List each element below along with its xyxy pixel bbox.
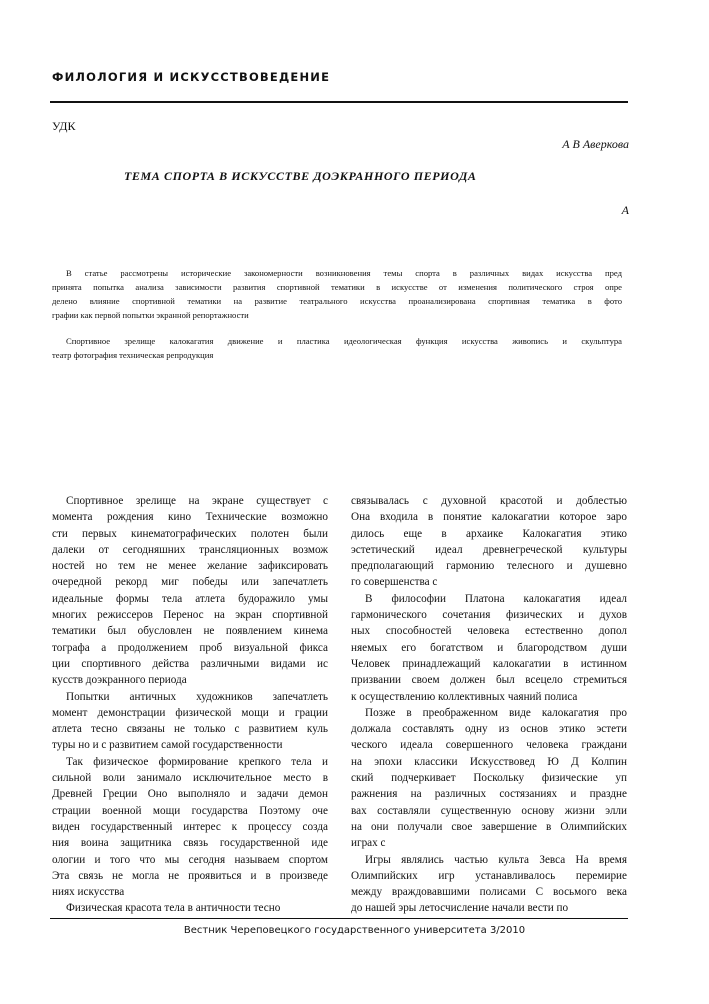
body-text-line: туры но и с развитием самой государственности [52, 739, 283, 752]
body-text-line: ции спортивного действа различными видами ис [52, 657, 328, 670]
body-text-line: момента рождения кино Технические возможно [52, 511, 328, 524]
abstract-line: делено влияние спортивной тематики на развитие театрального искусства проанализирована спортивная тематика в фото [52, 296, 622, 306]
body-text-line: ниях искусства [52, 886, 125, 899]
body-text-line: атлета тесно связаны не только с развитием куль [52, 723, 328, 736]
body-column-left [52, 493, 328, 917]
abstract-line: графии как первой попытки экранной репортажности [52, 310, 249, 320]
body-text-line: Так физическое формирование крепкого тела и [66, 755, 328, 768]
section-heading: ФИЛОЛОГИЯ И ИСКУССТВОВЕДЕНИЕ [52, 70, 331, 84]
body-text-line: идеальные формы тела атлета будоражило умы [52, 592, 328, 605]
body-text-line: вах составляли существенную основу жизни элли [351, 804, 627, 817]
journal-footer: Вестник Череповецкого государственного университета 3/2010 [183, 925, 526, 936]
body-text-line: Она входила в понятие калокагатии которое заро [351, 511, 627, 524]
body-text-line: эстетический идеал древнегреческой культуры [351, 543, 627, 556]
body-text-line: ский подчеркивает Поскольку физические уп [351, 772, 627, 785]
body-text-line: тематики был обусловлен не появлением кинема [52, 625, 328, 638]
body-text-line: ологии и того что мы сегодня называем спортом [52, 853, 328, 866]
keywords-line: театр фотография техническая репродукция [52, 350, 214, 360]
abstract-line: В статье рассмотрены исторические закономерности возникновения темы спорта в различных видах искусства пред [66, 268, 622, 278]
body-text-line: Спортивное зрелище на экране существует с [66, 495, 328, 507]
body-text-line: Олимпийских игр устанавливалось перемирие [351, 869, 627, 882]
body-text-line: Игры являлись частью культа Зевса На время [365, 853, 627, 866]
body-text-line: тографа а продолжением проб визуальной фикса [52, 641, 328, 654]
body-text-line: на они получали свое завершение в Олимпийских [351, 820, 627, 833]
body-text-line: Попытки античных художников запечатлеть [66, 690, 328, 703]
body-text-line: далеки от сегодняшних трансляционных возмож [52, 543, 328, 556]
body-text-line: до нашей эры летосчисление начали вести по [351, 902, 569, 915]
body-text-line: ных способностей человека естественно допол [351, 625, 627, 638]
body-text-line: сильной воли занимало исключительное место в [52, 772, 328, 785]
body-text-line: многих режиссеров Перенос на экран спортивной [52, 609, 328, 622]
body-text-line: Физическая красота тела в античности тесно [66, 902, 281, 915]
header-rule [50, 101, 628, 103]
abstract-line: принята попытка анализа зависимости развития спортивной тематики в искусстве от изменения политического строя опре [52, 282, 622, 292]
body-text-line: няемых его богатством и благородством души [351, 641, 627, 654]
keywords-line: Спортивное зрелище калокагатия движение и пластика идеологическая функция искусства живопись и скульптура [66, 336, 622, 346]
body-text-line: ния воина защитника связь государственной иде [52, 837, 328, 850]
body-text-line: сти первых кинематографических полотен были [52, 527, 328, 540]
body-text-line: очередной рекорд миг победы или запечатлеть [52, 576, 328, 589]
body-text-line: должала составлять одну из основ этико эстети [351, 723, 627, 736]
body-text-line: призвании своем должен был всецело стремиться [351, 674, 627, 687]
body-text-line: гармонического сочетания физических и духов [351, 609, 627, 622]
keywords [52, 334, 622, 362]
body-text-line: дилось еще в архаике Калокагатия этико [351, 527, 627, 540]
abstract [52, 266, 622, 322]
body-text-line: Человек принадлежащий калокагатии в истинном [351, 657, 627, 670]
udk-label: УДК [52, 119, 76, 133]
body-text-line: кусств доэкранного периода [52, 674, 187, 687]
body-column-right [351, 493, 627, 917]
body-text-line: ражнения на различных состязаниях и праздне [351, 788, 627, 801]
body-text-line: ческого идеала совершенного человека граждани [351, 739, 627, 752]
author-name: А В Аверкова [562, 137, 629, 151]
body-text-line: к осуществлению коллективных чаяний полиса [351, 690, 578, 703]
body-text-line: виден государственный интерес к процессу созда [52, 820, 328, 833]
body-text-line: Позже в преображенном виде калокагатия про [365, 706, 627, 719]
body-text-line: Древней Греции Оно выполняло и задачи демон [52, 788, 328, 801]
body-text-line: ностей но тем не менее желание зафиксировать [52, 560, 328, 573]
body-text-line: на эпохи классики Искусствовед Ю Д Колпин [351, 755, 627, 768]
body-text-line: играх с [351, 837, 386, 850]
body-text-line: Эта связь не могла не проявиться и в произведе [52, 869, 328, 882]
body-text-line: предполагающий гармонию телесного и душевно [351, 560, 627, 573]
body-text-line: В философии Платона калокагатия идеал [365, 592, 627, 605]
author-affiliation: А [621, 203, 629, 217]
body-text-line: момент демонстрации физической мощи и грации [52, 706, 328, 719]
article-title: ТЕМА СПОРТА В ИСКУССТВЕ ДОЭКРАННОГО ПЕРИОДА [124, 169, 477, 183]
footer-rule [50, 918, 628, 919]
body-text-line: связывалась с духовной красотой и доблестью [351, 495, 627, 507]
body-text-line: го совершенства с [351, 576, 438, 589]
body-text-line: страции военной мощи государства Поэтому оче [52, 804, 328, 817]
body-text-line: между враждовавшими полисами С восьмого века [351, 886, 627, 899]
